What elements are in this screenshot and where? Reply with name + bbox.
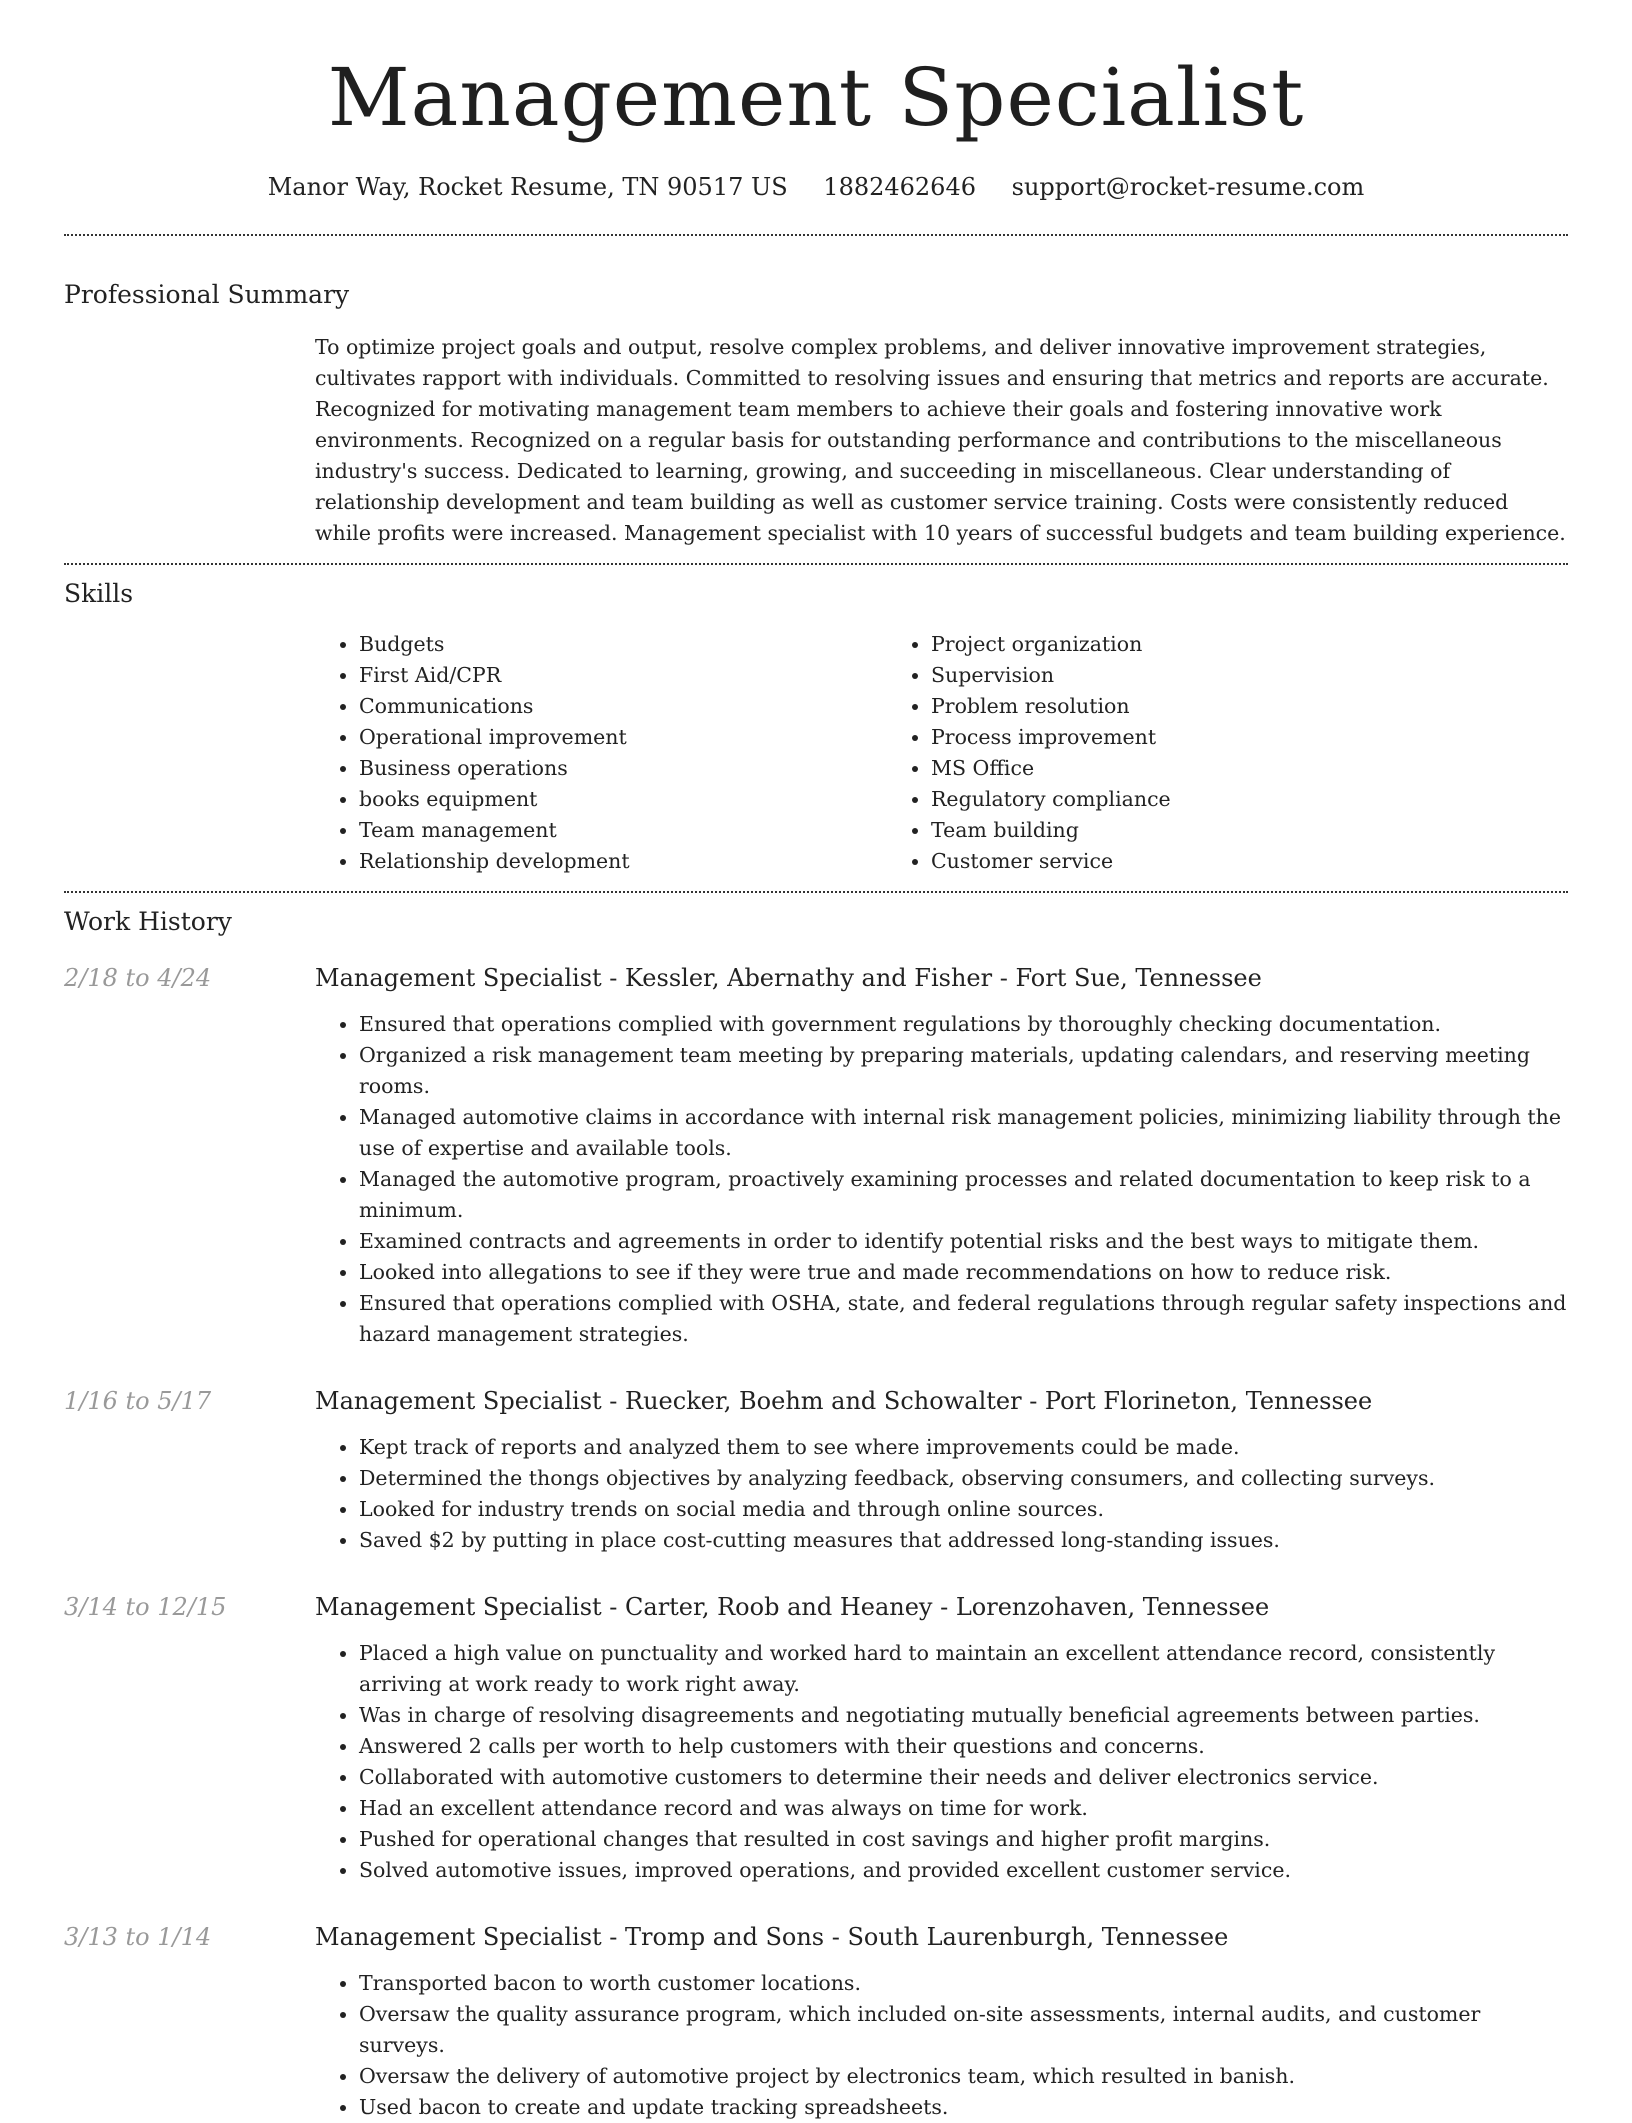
job-bullets — [315, 1968, 1568, 2123]
job-bullet: • Determined the thongs objectives by analyzing feedback, observing consumers, and collecting surveys. — [359, 1463, 1568, 1494]
job-bullet: • Managed the automotive program, proactively examining processes and related documentation to keep risk to a minimum. — [359, 1164, 1568, 1226]
skill-item: • Regulatory compliance — [931, 784, 1527, 815]
skill-item: • MS Office — [931, 753, 1527, 784]
job-dates: 3/13 to 1/14 — [64, 1923, 212, 1951]
job-bullets — [315, 1638, 1568, 1886]
job-bullet: • Oversaw the quality assurance program, which included on-site assessments, internal audits, and customer surveys. — [359, 1999, 1568, 2061]
skill-item: • Supervision — [931, 660, 1527, 691]
job-heading: Management Specialist - Ruecker, Boehm and Schowalter - Port Florineton, Tennessee — [315, 1387, 1373, 1415]
contact-email: support@rocket-resume.com — [1011, 173, 1365, 201]
skill-item: • Team management — [359, 815, 887, 846]
job-bullet: • Oversaw the delivery of automotive project by electronics team, which resulted in banish. — [359, 2061, 1568, 2092]
contact-line — [64, 170, 1568, 204]
job-bullet: • Was in charge of resolving disagreements and negotiating mutually beneficial agreements between parties. — [359, 1700, 1568, 1731]
skill-item: • Customer service — [931, 846, 1527, 877]
section-divider — [64, 891, 1568, 893]
job-bullet: • Looked into allegations to see if they were true and made recommendations on how to reduce risk. — [359, 1257, 1568, 1288]
job-bullet: • Pushed for operational changes that resulted in cost savings and higher profit margins. — [359, 1824, 1568, 1855]
job-bullet: • Placed a high value on punctuality and worked hard to maintain an excellent attendance record, consistently arriving at work ready to work right away. — [359, 1638, 1568, 1700]
skills-column-left — [315, 629, 887, 877]
job-heading: Management Specialist - Tromp and Sons - South Laurenburgh, Tennessee — [315, 1923, 1229, 1951]
job-bullets — [315, 1009, 1568, 1350]
job-dates: 3/14 to 12/15 — [64, 1593, 227, 1621]
job-entry — [64, 961, 1568, 1350]
job-dates: 1/16 to 5/17 — [64, 1387, 212, 1415]
contact-address: Manor Way, Rocket Resume, TN 90517 US — [267, 173, 788, 201]
skill-item: • Budgets — [359, 629, 887, 660]
skill-item: • First Aid/CPR — [359, 660, 887, 691]
skills-title: Skills — [64, 579, 134, 608]
job-bullet: • Examined contracts and agreements in order to identify potential risks and the best ways to mitigate them. — [359, 1226, 1568, 1257]
skill-item: • Team building — [931, 815, 1527, 846]
job-bullet: • Used bacon to create and update tracking spreadsheets. — [359, 2092, 1568, 2123]
contact-phone: 1882462646 — [823, 173, 976, 201]
job-bullet: • Ensured that operations complied with OSHA, state, and federal regulations through regular safety inspections and hazard management strategies. — [359, 1288, 1568, 1350]
resume-name: Management Specialist — [327, 51, 1305, 144]
resume-page — [64, 0, 1568, 2123]
job-bullet: • Ensured that operations complied with government regulations by thoroughly checking documentation. — [359, 1009, 1568, 1040]
job-bullet: • Looked for industry trends on social media and through online sources. — [359, 1494, 1568, 1525]
job-bullet: • Saved $2 by putting in place cost-cutting measures that addressed long-standing issues. — [359, 1525, 1568, 1556]
job-entry — [64, 1384, 1568, 1556]
skill-item: • Problem resolution — [931, 691, 1527, 722]
skill-item: • Business operations — [359, 753, 887, 784]
skill-item: • Communications — [359, 691, 887, 722]
job-heading: Management Specialist - Carter, Roob and Heaney - Lorenzohaven, Tennessee — [315, 1593, 1270, 1621]
job-bullet: • Managed automotive claims in accordance with internal risk management policies, minimizing liability through the use of expertise and available tools. — [359, 1102, 1568, 1164]
skills-list — [315, 629, 1568, 877]
skill-item: • Project organization — [931, 629, 1527, 660]
job-heading: Management Specialist - Kessler, Abernathy and Fisher - Fort Sue, Tennessee — [315, 964, 1262, 992]
section-divider — [64, 234, 1568, 236]
skill-item: • Operational improvement — [359, 722, 887, 753]
work-history-title: Work History — [64, 907, 232, 936]
section-divider — [64, 563, 1568, 565]
job-dates: 2/18 to 4/24 — [64, 964, 212, 992]
job-entry — [64, 1920, 1568, 2123]
summary-text: To optimize project goals and output, resolve complex problems, and deliver innovative improvement strategies, cultivates rapport with individuals. Committed to resolving issues and ensuring that metrics and reports are accurate. Recognized for motivating management team members to achieve their goals and fostering innovative work environments. Recognized on a regular basis for outstanding performance and contributions to the miscellaneous industry's success. Dedicated to learning, growing, and succeeding in miscellaneous. Clear understanding of relationship development and team building as well as customer service training. Costs were consistently reduced while profits were increased. Management specialist with 10 years of successful budgets and team building experience. — [315, 335, 1566, 545]
skill-item: • Process improvement — [931, 722, 1527, 753]
job-bullet: • Answered 2 calls per worth to help customers with their questions and concerns. — [359, 1731, 1568, 1762]
job-bullet: • Organized a risk management team meeting by preparing materials, updating calendars, and reserving meeting rooms. — [359, 1040, 1568, 1102]
job-entry — [64, 1590, 1568, 1886]
job-bullet: • Kept track of reports and analyzed them to see where improvements could be made. — [359, 1432, 1568, 1463]
job-bullet: • Had an excellent attendance record and was always on time for work. — [359, 1793, 1568, 1824]
job-bullet: • Solved automotive issues, improved operations, and provided excellent customer service. — [359, 1855, 1568, 1886]
summary-title: Professional Summary — [64, 280, 350, 309]
summary-body — [315, 332, 1568, 549]
job-bullet: • Transported bacon to worth customer locations. — [359, 1968, 1568, 1999]
job-bullets — [315, 1432, 1568, 1556]
skill-item: • books equipment — [359, 784, 887, 815]
job-bullet: • Collaborated with automotive customers to determine their needs and deliver electronics service. — [359, 1762, 1568, 1793]
skills-column-right — [887, 629, 1527, 877]
skill-item: • Relationship development — [359, 846, 887, 877]
